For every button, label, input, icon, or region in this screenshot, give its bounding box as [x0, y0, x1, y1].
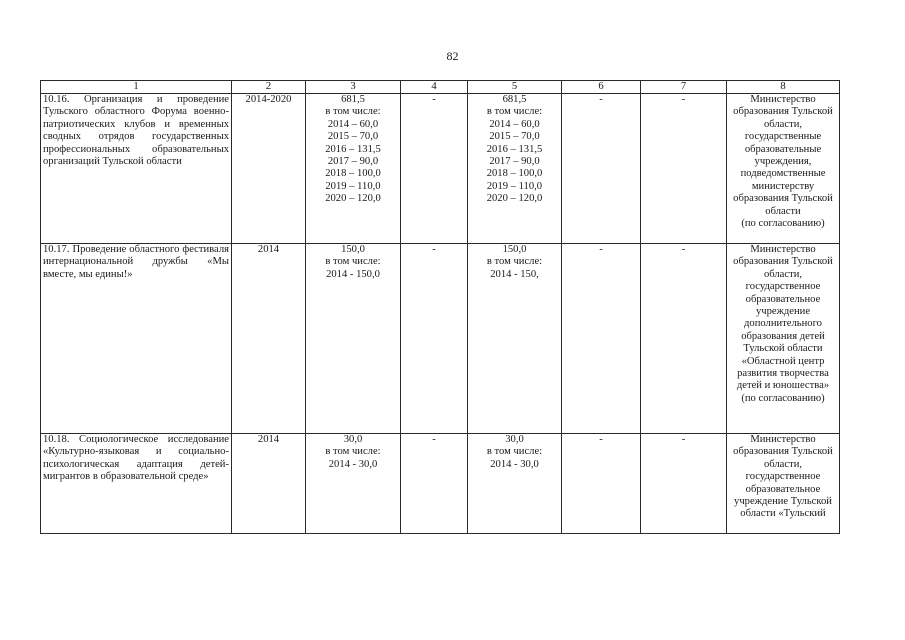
funding-line: 2014 – 60,0 — [489, 118, 540, 130]
funding-line: в том числе: — [486, 256, 543, 268]
funding-line: 2020 – 120,0 — [325, 193, 381, 205]
executor-line: образовательное — [745, 483, 821, 495]
funding-line: 2014 - 30,0 — [328, 458, 378, 470]
funding-line: 2019 – 110,0 — [486, 180, 543, 192]
funding-line: 2017 – 90,0 — [489, 156, 540, 168]
funding-line: 2015 – 70,0 — [489, 131, 540, 143]
executor-line: государственные — [744, 131, 822, 143]
activity-cell: 10.18. Социологическое исследование «Культурно-языковая и социально-психологическая адаптация детей-мигрантов в образовательной среде» — [41, 434, 232, 534]
funding-line: 2014 – 60,0 — [327, 118, 379, 130]
funding-line: 2016 – 131,5 — [325, 143, 381, 155]
activity-cell: 10.16. Организация и проведение Тульского областного Форума военно-патриотических клубов и временных сводных отрядов государственных профессиональных образовательных организаций Тульской области — [41, 94, 232, 244]
funding-line: 2014 - 150, — [490, 268, 539, 280]
executor-line: государственное — [745, 281, 821, 293]
executor-line: развития творчества — [737, 368, 829, 380]
header-col-8: 8 — [727, 81, 840, 94]
col7-cell: - — [641, 434, 727, 534]
header-col-4: 4 — [401, 81, 468, 94]
col6-cell: - — [562, 434, 641, 534]
executor-line: образовательные — [744, 143, 822, 155]
executor-line: образования Тульской — [733, 256, 833, 268]
executor-line: учреждения, — [754, 156, 812, 168]
executor-line: подведомственные — [740, 168, 826, 180]
period-cell: 2014 — [232, 434, 306, 534]
col7-cell: - — [641, 94, 727, 244]
funding-line: в том числе: — [486, 106, 543, 118]
executor-line: дополнительного — [744, 318, 822, 330]
regional-funding-cell — [468, 434, 562, 534]
executor-line: министерству — [751, 180, 815, 192]
funding-line: 30,0 — [505, 434, 524, 445]
executor-line: области, — [763, 118, 803, 130]
col4-cell: - — [401, 94, 468, 244]
executor-line: Министерство — [750, 244, 816, 255]
col4-cell: - — [401, 244, 468, 434]
executor-line: области — [765, 205, 801, 217]
executor-line: Министерство — [750, 434, 816, 445]
executor-line: образования Тульской — [733, 193, 833, 205]
funding-line: 2018 – 100,0 — [325, 168, 381, 180]
table-row — [41, 434, 840, 534]
col6-cell: - — [562, 94, 641, 244]
total-funding-cell — [306, 244, 401, 434]
executor-line: учреждение — [755, 306, 811, 318]
funding-line: 30,0 — [343, 434, 363, 445]
header-col-6: 6 — [562, 81, 641, 94]
executor-line: образовательное — [745, 293, 821, 305]
header-row — [41, 81, 840, 94]
executor-line: Тульской области — [743, 343, 823, 355]
total-funding-cell — [306, 94, 401, 244]
executor-line: образования детей — [741, 330, 825, 342]
funding-line: в том числе: — [325, 106, 381, 118]
funding-line: в том числе: — [325, 446, 381, 458]
funding-line: 2014 - 30,0 — [490, 458, 539, 470]
executor-line: «Областной центр — [741, 355, 825, 367]
executor-line: области «Тульский — [740, 508, 826, 520]
total-funding-cell — [306, 434, 401, 534]
executor-cell — [727, 244, 840, 434]
funding-line: 2016 – 131,5 — [486, 143, 543, 155]
header-col-2: 2 — [232, 81, 306, 94]
executor-cell — [727, 94, 840, 244]
period-cell: 2014-2020 — [232, 94, 306, 244]
header-col-3: 3 — [306, 81, 401, 94]
funding-line: 2020 – 120,0 — [486, 193, 543, 205]
funding-line: 2017 – 90,0 — [327, 156, 379, 168]
executor-line: области, — [763, 458, 803, 470]
activity-cell: 10.17. Проведение областного фестиваля интернациональной дружбы «Мы вместе, мы едины!» — [41, 244, 232, 434]
funding-line: в том числе: — [486, 446, 543, 458]
executor-line: государственное — [745, 471, 821, 483]
executor-line: Министерство — [750, 94, 816, 105]
funding-line: 2015 – 70,0 — [327, 131, 379, 143]
table-row — [41, 94, 840, 244]
funding-line: 150,0 — [341, 244, 365, 255]
header-col-7: 7 — [641, 81, 727, 94]
funding-line: 2014 - 150,0 — [326, 268, 380, 280]
header-col-1: 1 — [41, 81, 232, 94]
col7-cell: - — [641, 244, 727, 434]
regional-funding-cell — [468, 94, 562, 244]
executor-line: (по согласованию) — [741, 218, 825, 230]
executor-line: области, — [763, 268, 803, 280]
funding-line: 2018 – 100,0 — [486, 168, 543, 180]
page-number: 82 — [446, 49, 459, 63]
funding-line: 681,5 — [502, 94, 527, 105]
funding-line: 150,0 — [502, 244, 527, 255]
period-cell: 2014 — [232, 244, 306, 434]
col4-cell: - — [401, 434, 468, 534]
funding-line: 2019 – 110,0 — [325, 180, 381, 192]
executor-line: детей и юношества» — [736, 380, 830, 392]
executor-line: образования Тульской — [733, 106, 833, 118]
table-row — [41, 244, 840, 434]
executor-line: образования Тульской — [733, 446, 833, 458]
col6-cell: - — [562, 244, 641, 434]
regional-funding-cell — [468, 244, 562, 434]
program-table — [40, 80, 840, 534]
funding-line: в том числе: — [325, 256, 381, 268]
executor-line: учреждение Тульской — [734, 496, 832, 508]
executor-cell — [727, 434, 840, 534]
funding-line: 681,5 — [341, 94, 365, 105]
executor-line: (по согласованию) — [741, 392, 825, 404]
header-col-5: 5 — [468, 81, 562, 94]
